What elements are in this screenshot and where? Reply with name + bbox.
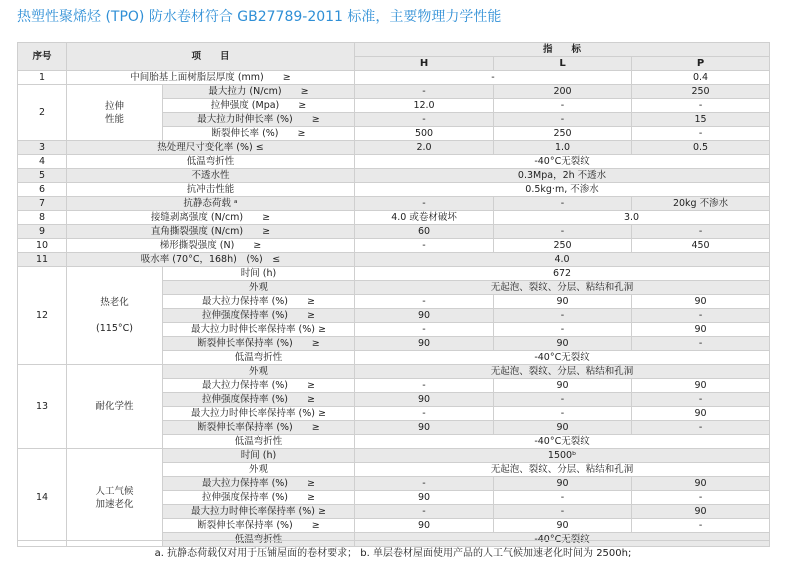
- row-item: 断裂伸长率保持率 (%) ≥: [163, 337, 355, 351]
- cell-l: -: [494, 309, 632, 323]
- table-row: [18, 155, 770, 169]
- row-no: 12: [18, 267, 67, 365]
- row-item: 抗冲击性能: [67, 183, 355, 197]
- row-item: 断裂伸长率保持率 (%) ≥: [163, 421, 355, 435]
- cell-h: 90: [355, 421, 494, 435]
- table-row: [18, 85, 770, 99]
- table-row: [18, 141, 770, 155]
- cell-l: -: [494, 491, 632, 505]
- row-no: 5: [18, 169, 67, 183]
- cell-all: 1500ᵇ: [355, 449, 770, 463]
- row-item: 最大拉力时伸长率 (%) ≥: [163, 113, 355, 127]
- row-item: 低温弯折性: [163, 435, 355, 449]
- table-row: [18, 239, 770, 253]
- header-p: P: [632, 57, 770, 71]
- table-row: [18, 211, 770, 225]
- row-item: 中间胎基上面树脂层厚度 (mm) ≥: [67, 71, 355, 85]
- cell-h: -: [355, 379, 494, 393]
- cell-all: -40°C无裂纹: [355, 435, 770, 449]
- table-header-row: [18, 43, 770, 57]
- cell-p: -: [632, 309, 770, 323]
- cell-l: 200: [494, 85, 632, 99]
- row-group: 耐化学性: [67, 365, 163, 449]
- row-item: 断裂伸长率保持率 (%) ≥: [163, 519, 355, 533]
- cell-p: -: [632, 127, 770, 141]
- cell-p: -: [632, 491, 770, 505]
- cell-p: 250: [632, 85, 770, 99]
- row-item: 低温弯折性: [67, 155, 355, 169]
- row-group: 热老化 (115°C): [67, 267, 163, 365]
- cell-hl: -: [355, 71, 632, 85]
- row-no: 3: [18, 141, 67, 155]
- row-no: 9: [18, 225, 67, 239]
- cell-h: 90: [355, 491, 494, 505]
- cell-l: -: [494, 393, 632, 407]
- table-row: [18, 71, 770, 85]
- cell-h: -: [355, 239, 494, 253]
- table-row: [18, 267, 770, 281]
- table-row: [18, 253, 770, 267]
- cell-l: 250: [494, 239, 632, 253]
- cell-l: -: [494, 225, 632, 239]
- cell-l: -: [494, 407, 632, 421]
- cell-p: 90: [632, 407, 770, 421]
- cell-l: 250: [494, 127, 632, 141]
- cell-l: -: [494, 197, 632, 211]
- cell-p: 450: [632, 239, 770, 253]
- cell-all: 无起泡、裂纹、分层、粘结和孔洞: [355, 463, 770, 477]
- cell-all: -40°C无裂纹: [355, 155, 770, 169]
- row-item: 最大拉力时伸长率保持率 (%) ≥: [163, 505, 355, 519]
- row-item: 不透水性: [67, 169, 355, 183]
- cell-all: -40°C无裂纹: [355, 533, 770, 547]
- row-item: 断裂伸长率 (%) ≥: [163, 127, 355, 141]
- row-item: 梯形撕裂强度 (N) ≥: [67, 239, 355, 253]
- row-item: 外观: [163, 281, 355, 295]
- table-row: [18, 449, 770, 463]
- row-item: 最大拉力保持率 (%) ≥: [163, 295, 355, 309]
- row-item: 最大拉力时伸长率保持率 (%) ≥: [163, 407, 355, 421]
- cell-p: 20kg 不渗水: [632, 197, 770, 211]
- properties-table: [17, 42, 770, 547]
- cell-h: -: [355, 505, 494, 519]
- cell-all: 0.3Mpa，2h 不透水: [355, 169, 770, 183]
- row-no: 7: [18, 197, 67, 211]
- cell-p: 15: [632, 113, 770, 127]
- cell-all: 无起泡、裂纹、分层、粘结和孔洞: [355, 281, 770, 295]
- cell-h: -: [355, 197, 494, 211]
- cell-h: 90: [355, 309, 494, 323]
- cell-l: 90: [494, 421, 632, 435]
- table-row: [18, 365, 770, 379]
- row-item: 最大拉力时伸长率保持率 (%) ≥: [163, 323, 355, 337]
- row-no: 2: [18, 85, 67, 141]
- row-item: 低温弯折性: [163, 351, 355, 365]
- cell-p: 90: [632, 379, 770, 393]
- row-no: 4: [18, 155, 67, 169]
- row-no: 10: [18, 239, 67, 253]
- cell-h: 12.0: [355, 99, 494, 113]
- row-item: 直角撕裂强度 (N/cm) ≥: [67, 225, 355, 239]
- row-item: 最大拉力保持率 (%) ≥: [163, 477, 355, 491]
- cell-h: -: [355, 113, 494, 127]
- cell-l: 1.0: [494, 141, 632, 155]
- cell-l: 90: [494, 295, 632, 309]
- cell-p: -: [632, 337, 770, 351]
- cell-p: -: [632, 519, 770, 533]
- cell-h: -: [355, 85, 494, 99]
- cell-h: 4.0 或卷材破坏: [355, 211, 494, 225]
- row-item: 接缝剥离强度 (N/cm) ≥: [67, 211, 355, 225]
- cell-l: 90: [494, 477, 632, 491]
- cell-p: -: [632, 225, 770, 239]
- row-item: 低温弯折性: [163, 533, 355, 547]
- cell-h: -: [355, 407, 494, 421]
- footnote: a. 抗静态荷载仅对用于压铺屋面的卷材要求； b. 单层卷材屋面使用产品的人工气候加速老化时间为 2500h;: [17, 540, 769, 559]
- row-item: 外观: [163, 463, 355, 477]
- cell-l: 90: [494, 379, 632, 393]
- row-item: 吸水率 (70°C，168h) (%) ≤: [67, 253, 355, 267]
- table-row: [18, 225, 770, 239]
- cell-l: -: [494, 505, 632, 519]
- row-group: 人工气候 加速老化: [67, 449, 163, 547]
- cell-p: 90: [632, 323, 770, 337]
- cell-p: 90: [632, 505, 770, 519]
- row-item: 拉伸强度 (Mpa) ≥: [163, 99, 355, 113]
- row-no: 14: [18, 449, 67, 547]
- row-group: 拉伸 性能: [67, 85, 163, 141]
- row-item: 拉伸强度保持率 (%) ≥: [163, 393, 355, 407]
- row-item: 抗静态荷载 ᵃ: [67, 197, 355, 211]
- cell-p: 90: [632, 295, 770, 309]
- row-item: 最大拉力 (N/cm) ≥: [163, 85, 355, 99]
- table-row: [18, 197, 770, 211]
- cell-all: 4.0: [355, 253, 770, 267]
- cell-h: 90: [355, 519, 494, 533]
- cell-p: -: [632, 393, 770, 407]
- page-title: 热塑性聚烯烃 (TPO) 防水卷材符合 GB27789-2011 标准，主要物理力学性能: [17, 9, 502, 25]
- cell-p: 0.5: [632, 141, 770, 155]
- header-item: 项 目: [67, 43, 355, 71]
- row-item: 拉伸强度保持率 (%) ≥: [163, 309, 355, 323]
- cell-p: -: [632, 421, 770, 435]
- cell-h: 500: [355, 127, 494, 141]
- row-no: 8: [18, 211, 67, 225]
- table-row: [18, 169, 770, 183]
- header-h: H: [355, 57, 494, 71]
- cell-p: 90: [632, 477, 770, 491]
- cell-h: -: [355, 295, 494, 309]
- header-no: 序号: [18, 43, 67, 71]
- cell-h: -: [355, 323, 494, 337]
- row-no: 13: [18, 365, 67, 449]
- cell-l: 90: [494, 337, 632, 351]
- row-item: 最大拉力保持率 (%) ≥: [163, 379, 355, 393]
- cell-lp: 3.0: [494, 211, 770, 225]
- table-row: [18, 183, 770, 197]
- row-item: 热处理尺寸变化率 (%) ≤: [67, 141, 355, 155]
- row-item: 外观: [163, 365, 355, 379]
- cell-l: -: [494, 99, 632, 113]
- cell-all: 0.5kg·m, 不渗水: [355, 183, 770, 197]
- cell-h: 2.0: [355, 141, 494, 155]
- cell-h: -: [355, 477, 494, 491]
- row-no: 1: [18, 71, 67, 85]
- row-no: 6: [18, 183, 67, 197]
- row-item: 时间 (h): [163, 267, 355, 281]
- row-item: 时间 (h): [163, 449, 355, 463]
- header-index: 指 标: [355, 43, 770, 57]
- cell-all: 672: [355, 267, 770, 281]
- cell-l: -: [494, 113, 632, 127]
- cell-all: 无起泡、裂纹、分层、粘结和孔洞: [355, 365, 770, 379]
- row-no: 11: [18, 253, 67, 267]
- cell-l: 90: [494, 519, 632, 533]
- cell-all: -40°C无裂纹: [355, 351, 770, 365]
- row-item: 拉伸强度保持率 (%) ≥: [163, 491, 355, 505]
- cell-h: 60: [355, 225, 494, 239]
- cell-p: 0.4: [632, 71, 770, 85]
- cell-h: 90: [355, 393, 494, 407]
- cell-h: 90: [355, 337, 494, 351]
- cell-l: -: [494, 323, 632, 337]
- header-l: L: [494, 57, 632, 71]
- cell-p: -: [632, 99, 770, 113]
